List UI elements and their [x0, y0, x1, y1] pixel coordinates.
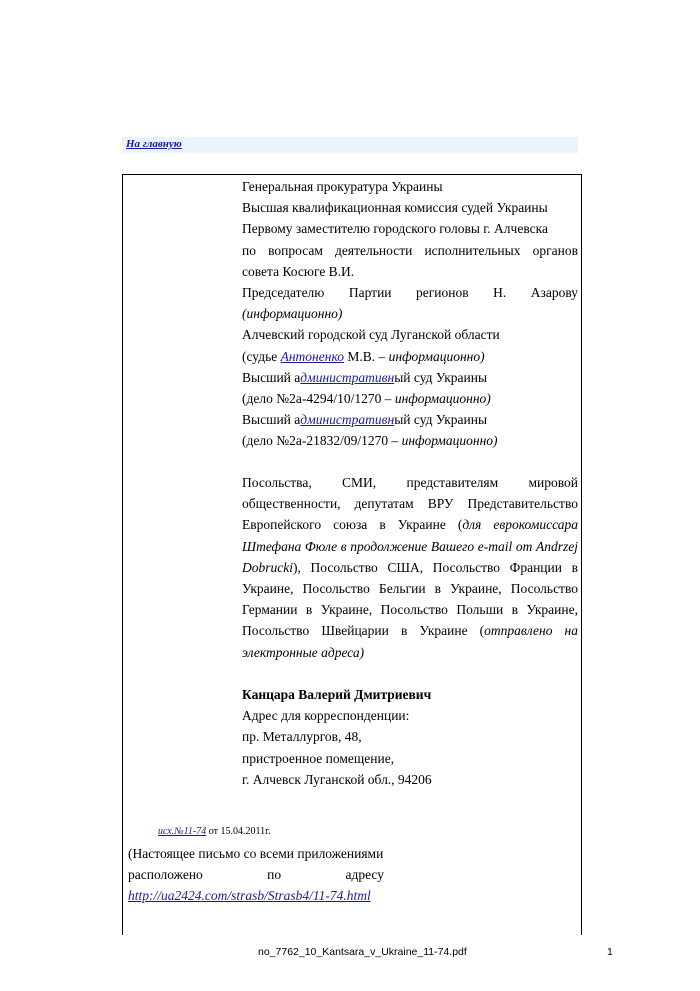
text: (дело №2а-21832/09/1270 –: [242, 433, 402, 449]
sender-street: пр. Металлургов, 48,: [242, 729, 362, 745]
recipient-line: [242, 367, 578, 388]
embassies-line: Украине, Посольство Бельгии в Украине, Посольство: [242, 581, 578, 597]
sender-block: [242, 684, 578, 790]
letter-url-link[interactable]: http://ua2424.com/strasb/Strasb4/11-74.html: [128, 888, 371, 903]
sender-city: г. Алчевск Луганской обл., 94206: [242, 771, 432, 787]
court-link[interactable]: дминистративн: [300, 412, 395, 428]
recipient-line: (информационно): [242, 306, 343, 322]
embassies-line: Штефана Фюле в продолжение Вашего e-mail от Andrzej: [242, 538, 578, 554]
recipient-line: по вопросам деятельности исполнительных органов: [242, 242, 578, 258]
text: (судье: [242, 348, 281, 364]
recipient-line: Генеральная прокуратура Украины: [242, 179, 443, 194]
text: ый суд Украины: [394, 412, 488, 428]
recipient-line: Высшая квалификационная комиссия судей Украины: [242, 200, 548, 216]
recipient-line: [242, 346, 578, 367]
text: информационно): [394, 391, 491, 407]
judge-link[interactable]: Антоненко: [280, 348, 344, 364]
embassies-line: общественности, депутатам ВРУ Представительство: [242, 496, 578, 512]
recipient-line: [242, 430, 578, 451]
outgoing-reference: [158, 826, 271, 837]
embassies-line: [242, 514, 578, 535]
note-line: (Настоящее письмо со всеми приложениями: [128, 846, 384, 861]
text: Европейского союза в Украине (: [242, 517, 463, 533]
recipient-line: Председателю Партии регионов Н. Азарову: [242, 285, 578, 301]
text: (дело №2а-4294/10/1270 –: [242, 391, 395, 407]
footer-page-number: 1: [607, 946, 613, 958]
text: Высший а: [242, 412, 301, 428]
text: для еврокомиссара: [462, 517, 578, 533]
text: ый суд Украины: [394, 369, 488, 385]
sender-room: пристроенное помещение,: [242, 750, 395, 766]
note-line: расположено по адресу: [128, 867, 384, 882]
court-link[interactable]: дминистративн: [300, 369, 395, 385]
embassies-line: [242, 557, 578, 578]
sender-address-label: Адрес для корреспонденции:: [242, 708, 410, 724]
embassies-line: [242, 620, 578, 641]
home-link[interactable]: На главную: [126, 138, 182, 150]
embassies-line: Посольства, СМИ, представителям мировой: [242, 475, 578, 490]
recipients-block: [242, 176, 578, 452]
nav-bar: [122, 137, 578, 153]
embassies-line: Германии в Украине, Посольство Польши в Украине,: [242, 602, 578, 618]
recipient-line: [242, 388, 578, 409]
footer-filename: no_7762_10_Kantsara_v_Ukraine_11-74.pdf: [258, 946, 467, 958]
recipient-line: Первому заместителю городского головы г. Алчевска: [242, 221, 548, 237]
recipient-line: [242, 409, 578, 430]
text: информационно): [401, 433, 498, 449]
embassies-block: [242, 472, 578, 663]
text: ), Посольство США, Посольство Франции в: [293, 559, 578, 575]
sender-name: Канцара Валерий Дмитриевич: [242, 687, 432, 702]
text: Посольство Швейцарии в Украине (: [242, 623, 485, 639]
text: отправлено на: [484, 623, 578, 639]
text: Высший а: [242, 369, 301, 385]
reference-number-link[interactable]: исх.№11-74: [158, 826, 207, 837]
text: Dobrucki: [242, 559, 293, 575]
recipient-line: Алчевский городской суд Луганской области: [242, 327, 500, 343]
text: информационно): [388, 348, 485, 364]
embassies-line: электронные адреса): [242, 644, 365, 660]
recipient-line: совета Косюге В.И.: [242, 263, 355, 279]
location-note: [128, 843, 384, 906]
reference-date: от 15.04.2011г.: [206, 826, 271, 837]
text: М.В. –: [344, 348, 389, 364]
